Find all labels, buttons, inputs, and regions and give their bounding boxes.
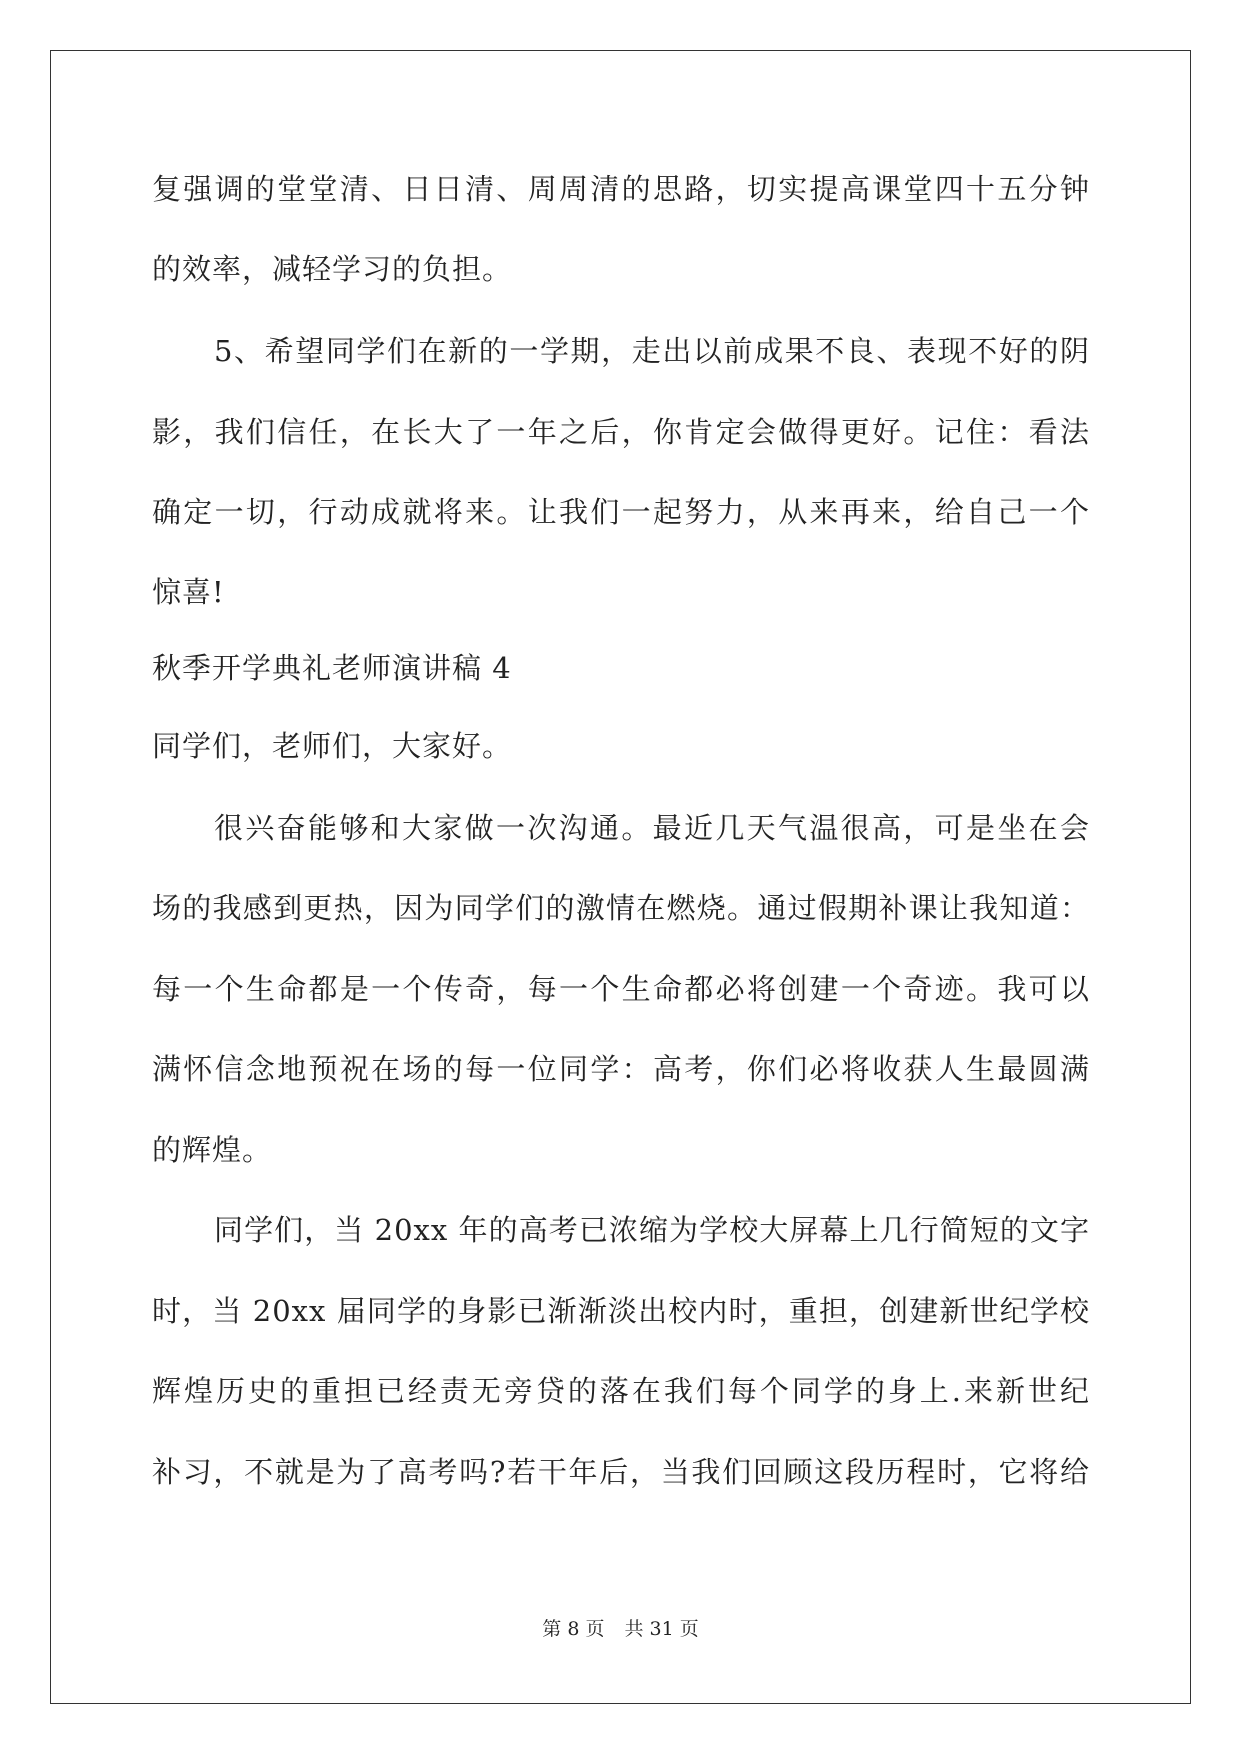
body-line: 确定一切，行动成就将来。让我们一起努力，从来再来，给自己一个 bbox=[152, 495, 1090, 529]
body-line: 5、希望同学们在新的一学期，走出以前成果不良、表现不好的阴 bbox=[214, 334, 1090, 368]
body-line: 惊喜! bbox=[152, 575, 225, 609]
body-line: 时，当 20xx 届同学的身影已渐渐淡出校内时，重担，创建新世纪学校 bbox=[152, 1294, 1090, 1328]
body-line: 影，我们信任，在长大了一年之后，你肯定会做得更好。记住：看法 bbox=[152, 415, 1090, 449]
body-line: 很兴奋能够和大家做一次沟通。最近几天气温很高，可是坐在会 bbox=[214, 811, 1090, 845]
body-line: 的效率，减轻学习的负担。 bbox=[152, 252, 513, 286]
body-line: 同学们，当 20xx 年的高考已浓缩为学校大屏幕上几行简短的文字 bbox=[214, 1213, 1090, 1247]
page-footer bbox=[0, 1614, 1241, 1641]
page-number: 第 8 页 bbox=[542, 1618, 605, 1640]
body-line: 每一个生命都是一个传奇，每一个生命都必将创建一个奇迹。我可以 bbox=[152, 972, 1090, 1006]
greeting-line: 同学们，老师们，大家好。 bbox=[152, 729, 513, 763]
body-line: 场的我感到更热，因为同学们的激情在燃烧。通过假期补课让我知道： bbox=[152, 891, 1090, 925]
body-line: 复强调的堂堂清、日日清、周周清的思路，切实提高课堂四十五分钟 bbox=[152, 172, 1090, 206]
page-total: 共 31 页 bbox=[624, 1618, 699, 1640]
body-line: 的辉煌。 bbox=[152, 1133, 273, 1167]
body-line: 补习，不就是为了高考吗?若干年后，当我们回顾这段历程时，它将给 bbox=[152, 1455, 1090, 1489]
section-heading: 秋季开学典礼老师演讲稿 4 bbox=[152, 651, 512, 685]
body-line: 满怀信念地预祝在场的每一位同学：高考，你们必将收获人生最圆满 bbox=[152, 1052, 1090, 1086]
body-line: 辉煌历史的重担已经责无旁贷的落在我们每个同学的身上.来新世纪 bbox=[152, 1374, 1090, 1408]
